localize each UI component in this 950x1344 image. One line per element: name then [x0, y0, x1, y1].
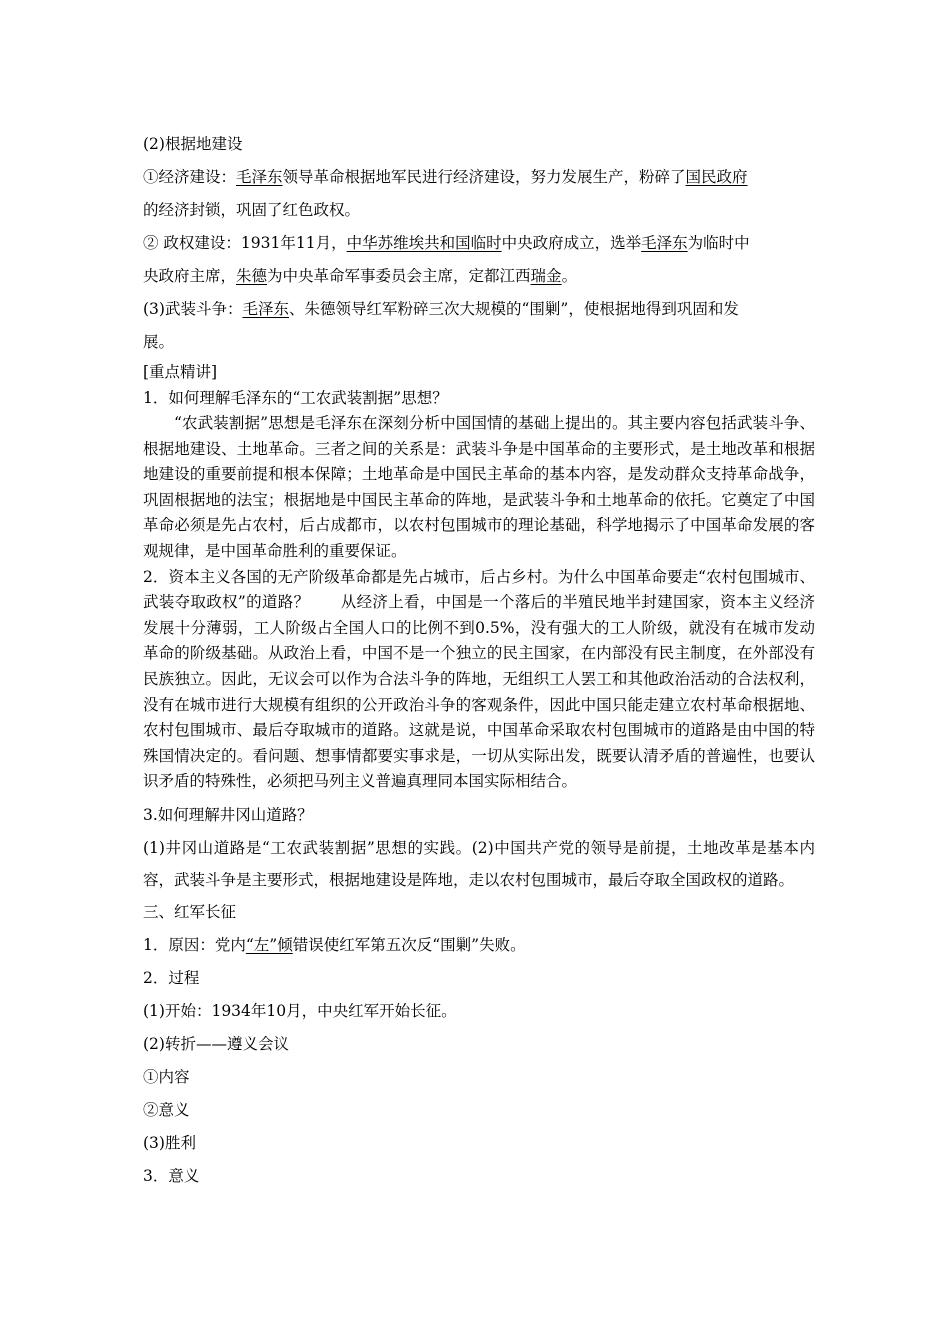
underlined-term: 瑞金 [530, 267, 562, 285]
victory-line: (3)胜利 [143, 1133, 196, 1152]
underlined-term: 国民政府 [685, 168, 748, 186]
underlined-term: 朱德 [236, 267, 268, 285]
start-line: (1)开始：1934年10月，中央红军开始长征。 [143, 1001, 457, 1020]
armed-struggle-line [143, 293, 815, 326]
underlined-term: “左”倾 [245, 935, 293, 954]
text-run: 为中央革命军事委员会主席，定都江西 [267, 267, 531, 285]
question-2: 2．资本主义各国的无产阶级革命都是先占城市，后占乡村。为什么中国革命要走“农村包围城市、武装夺取政权”的道路？ [143, 567, 815, 612]
document-page [143, 128, 815, 1193]
answer-2: 从经济上看，中国是一个落后的半殖民地半封建国家，资本主义经济发展十分薄弱，工人阶级占全国人口的比例不到0.5%，没有强大的工人阶级，就没有在城市发动革命的阶级基础。从政治上看，中国不是一个独立的民主国家，在内部没有民主制度，在外部没有民族独立。因此，无议会可以作为合法斗争的阵地，无组织工人罢工和其他政治活动的合法权利，没有在城市进行大规模有组织的公开政治斗争的客观条件，因此中国只能走建立农村革命根据地、农村包围城市、最后夺取城市的道路。这就是说，中国革命采取农村包围城市的道路是由中国的特殊国情决定的。看问题、想事情都要实事求是，一切从实际出发，既要认清矛盾的普遍性，也要认识矛盾的特殊性，必须把马列主义普遍真理同本国实际相结合。 [143, 593, 815, 791]
text-run: 、朱德领导红军粉碎三次大规模的“围剿”，使根据地得到巩固和发 [288, 300, 739, 318]
key-points-label: [重点精讲] [143, 363, 218, 381]
underlined-term: 毛泽东 [641, 234, 688, 252]
significance-sub-line: ②意义 [143, 1100, 190, 1119]
text-run: 领导革命根据地军民进行经济建设，努力发展生产，粉碎了 [282, 168, 686, 186]
answer-3: (1)井冈山道路是“工农武装割据”思想的实践。(2)中国共产党的领导是前提，土地改革是基本内容，武装斗争是主要形式，根据地建设是阵地，走以农村包围城市，最后夺取全国政权的道路。 [143, 838, 815, 889]
question-2-answer [143, 565, 815, 795]
process-heading: 2．过程 [143, 968, 200, 987]
text-run: 1．原因：党内 [143, 935, 246, 954]
underlined-term: 毛泽东 [236, 168, 283, 186]
question-1: 1．如何理解毛泽东的“工农武装割据”思想？ [143, 389, 448, 407]
section-heading-long-march: 三、红军长征 [143, 902, 237, 921]
text-run: 。 [561, 267, 578, 285]
section-heading-base-building: (2)根据地建设 [143, 135, 243, 153]
text-run: 中央政府成立，选举 [501, 234, 642, 252]
armed-struggle-line-2: 展。 [143, 333, 175, 351]
content-line: ①内容 [143, 1067, 190, 1086]
political-construction-line-2 [143, 260, 815, 293]
cause-line [143, 929, 815, 962]
question-3: 3.如何理解井冈山道路？ [143, 805, 313, 824]
text-run: ② 政权建设：1931年11月， [143, 234, 347, 252]
text-run: 错误使红军第五次反“围剿”失败。 [292, 935, 526, 954]
answer-1: “农武装割据”思想是毛泽东在深刻分析中国国情的基础上提出的。其主要内容包括武装斗争、根据地建设、土地革命。三者之间的关系是：武装斗争是中国革命的主要形式，是土地改革和根据地建设的重要前提和根本保障；土地革命是中国民主革命的基本内容，是发动群众支持革命战争，巩固根据地的法宝；根据地是中国民主革命的阵地，是武装斗争和土地革命的依托。它奠定了中国革命必须是先占农村，后占成都市，以农村包围城市的理论基础，科学地揭示了中国革命发展的客观规律，是中国革命胜利的重要保证。 [143, 414, 815, 560]
underlined-term: 毛泽东 [242, 300, 289, 318]
turning-point-line: (2)转折——遵义会议 [143, 1034, 289, 1053]
political-construction-line [143, 227, 815, 260]
economic-construction-line [143, 161, 815, 194]
text-run: 央政府主席， [143, 267, 237, 285]
economic-construction-line-2: 的经济封锁，巩固了红色政权。 [143, 201, 361, 219]
underlined-term: 中华苏维埃共和国临时 [346, 234, 502, 252]
text-run: ①经济建设： [143, 168, 237, 186]
significance-line: 3．意义 [143, 1166, 200, 1185]
text-run: 为临时中 [687, 234, 750, 252]
text-run: (3)武装斗争： [143, 300, 243, 318]
